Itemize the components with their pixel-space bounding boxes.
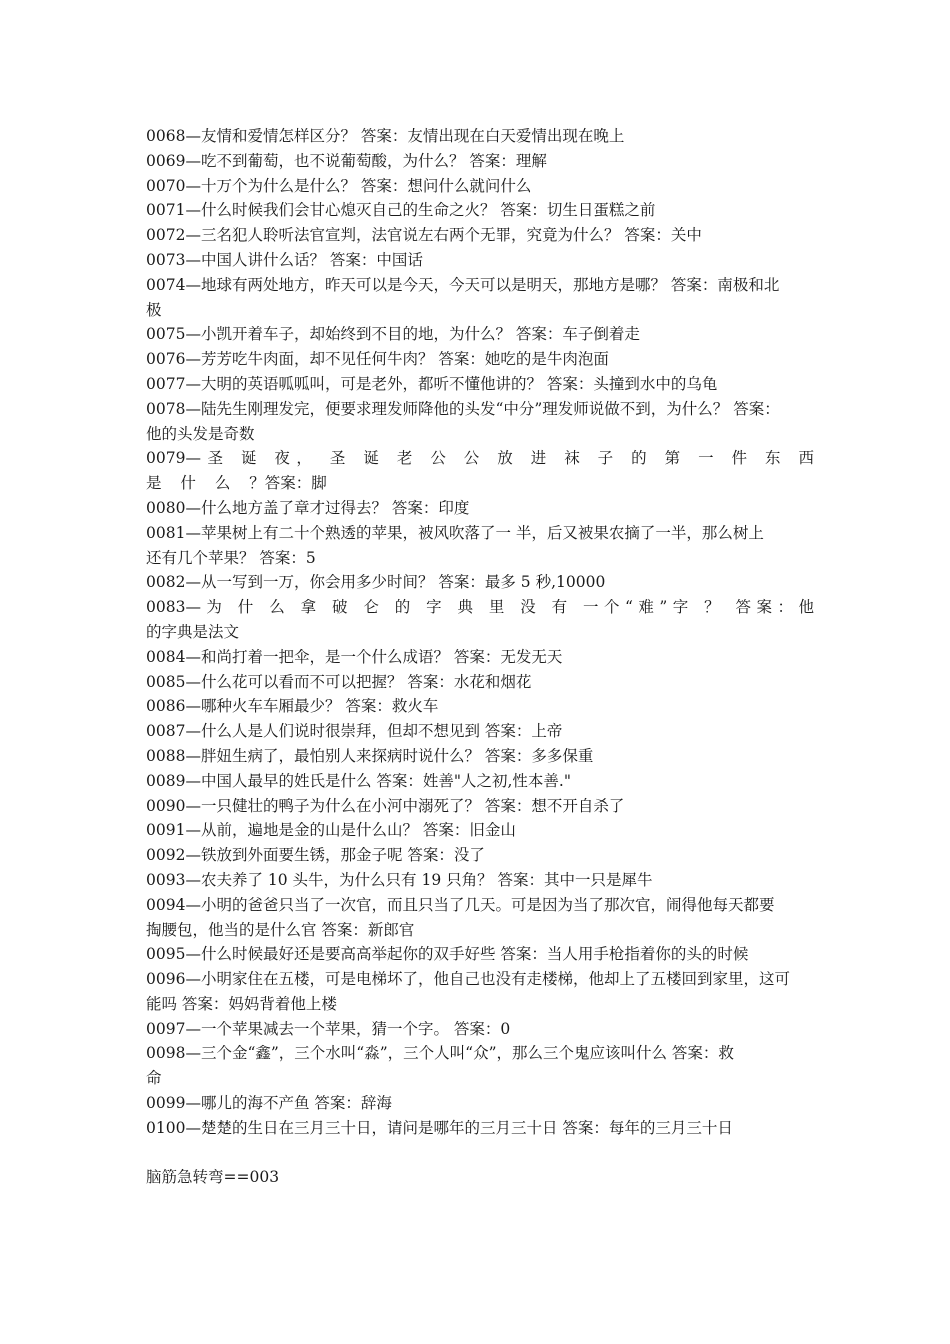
text-line: 0080—什么地方盖了章才过得去？ 答案：印度: [146, 498, 470, 517]
text-line: 0090—一只健壮的鸭子为什么在小河中溺死了？ 答案：想不开自杀了: [146, 796, 625, 815]
text-line: 0082—从一写到一万，你会用多少时间？ 答案：最多 5 秒,10000: [146, 573, 606, 592]
text-line: 0074—地球有两处地方，昨天可以是今天，今天可以是明天，那地方是哪？ 答案：南极和北: [146, 275, 780, 294]
text-line: 0095—什么时候最好还是要高高举起你的双手好些 答案：当人用手枪指着你的头的时候: [146, 945, 749, 964]
text-line: 0089—中国人最早的姓氏是什么 答案：姓善"人之初,性本善.": [146, 771, 571, 790]
text-line: 0094—小明的爸爸只当了一次官，而且只当了几天。可是因为当了那次官，闹得他每天都要: [146, 895, 775, 914]
text-line: 还有几个苹果？ 答案：5: [146, 548, 316, 567]
text-line: 0087—什么人是人们说时很崇拜，但却不想见到 答案：上帝: [146, 722, 563, 741]
text-line: 0086—哪种火车车厢最少？ 答案：救火车: [146, 697, 439, 716]
document-page: [146, 124, 814, 1190]
text-line: 0099—哪儿的海不产鱼 答案：辞海: [146, 1094, 392, 1113]
text-line: 掏腰包，他当的是什么官 答案：新郎官: [146, 920, 415, 939]
text-line: 0077—大明的英语呱呱叫，可是老外，都听不懂他讲的？ 答案：头撞到水中的乌龟: [146, 374, 718, 393]
text-line: 0075—小凯开着车子，却始终到不目的地，为什么？ 答案：车子倒着走: [146, 325, 640, 344]
text-line: 是 什 么 ？答案：脚: [146, 474, 327, 493]
text-line: 0093—农夫养了 10 头牛，为什么只有 19 只角？ 答案：其中一只是犀牛: [146, 870, 653, 889]
text-line: 0100—楚楚的生日在三月三十日，请问是哪年的三月三十日 答案：每年的三月三十日: [146, 1118, 733, 1137]
text-line: 0081—苹果树上有二十个熟透的苹果，被风吹落了一 半，后又被果农摘了一半，那么树上: [146, 523, 764, 542]
text-line: 0084—和尚打着一把伞，是一个什么成语？ 答案：无发无天: [146, 647, 563, 666]
text-line: 命: [146, 1069, 162, 1088]
text-line: 0068—友情和爱情怎样区分？ 答案：友情出现在白天爱情出现在晚上: [146, 127, 625, 145]
text-line: 0069—吃不到葡萄，也不说葡萄酸，为什么？ 答案：理解: [146, 151, 547, 170]
text-line: 0078—陆先生刚理发完，便要求理发师降他的头发“中分”理发师说做不到，为什么？ 答案：: [146, 399, 780, 418]
text-line: 0091—从前，遍地是金的山是什么山？ 答案：旧金山: [146, 821, 516, 840]
text-line: 他的头发是奇数: [146, 424, 255, 443]
text-line: 0070—十万个为什么是什么？ 答案：想问什么就问什么: [146, 176, 532, 195]
section-footer: 脑筋急转弯==003: [146, 1168, 280, 1187]
text-line: 0097—一个苹果减去一个苹果，猜一个字。 答案：0: [146, 1019, 511, 1038]
text-line: 0079—圣 诞 夜， 圣 诞 老 公 公 放 进 袜 子 的 第 一 件 东 西: [146, 449, 814, 468]
text-line: 0096—小明家住在五楼，可是电梯坏了，他自己也没有走楼梯，他却上了五楼回到家里，这可: [146, 970, 790, 989]
text-line: 的字典是法文: [146, 622, 240, 641]
text-line: 0085—什么花可以看而不可以把握？ 答案：水花和烟花: [146, 672, 532, 691]
text-line: 能吗 答案：妈妈背着他上楼: [146, 994, 337, 1013]
text-line: 0092—铁放到外面要生锈，那金子呢 答案：没了: [146, 846, 485, 865]
text-line: 0076—芳芳吃牛肉面，却不见任何牛肉？ 答案：她吃的是牛肉泡面: [146, 350, 609, 369]
text-line: 0088—胖妞生病了，最怕别人来探病时说什么？ 答案：多多保重: [146, 746, 594, 765]
text-line: 0098—三个金“鑫”，三个水叫“淼”，三个人叫“众”，那么三个鬼应该叫什么 答案：救: [146, 1044, 734, 1063]
text-line: 极: [146, 300, 162, 319]
text-line: 0072—三名犯人聆听法官宣判，法官说左右两个无罪，究竟为什么？ 答案：关中: [146, 226, 702, 245]
text-line: 0083—为 什 么 拿 破 仑 的 字 典 里 没 有 一个“难”字 ？ 答案：他: [146, 598, 814, 617]
text-line: 0073—中国人讲什么话？ 答案：中国话: [146, 250, 423, 269]
text-line: 0071—什么时候我们会甘心熄灭自己的生命之火？ 答案：切生日蛋糕之前: [146, 201, 656, 220]
